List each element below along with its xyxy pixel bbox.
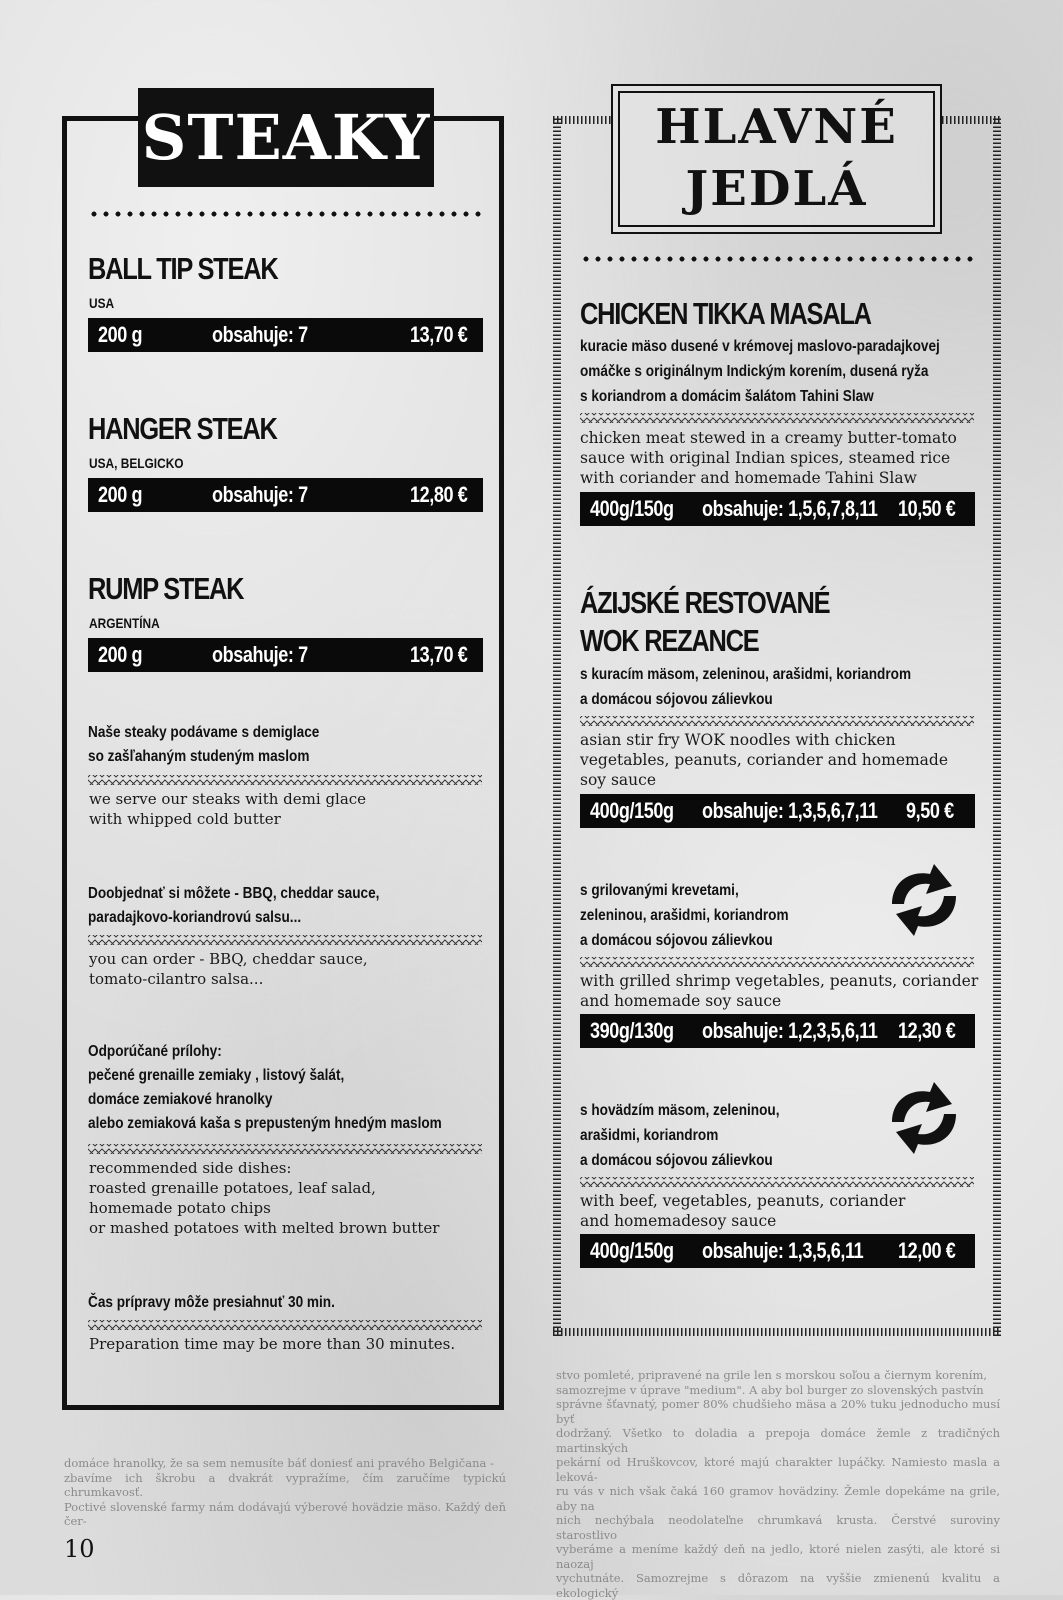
zigzag-divider (88, 1320, 482, 1330)
allergens: obsahuje: 1,5,6,7,8,11 (702, 496, 878, 521)
note-sk: Naše steaky podávame s demiglace so zašľahaným studeným maslom (88, 724, 320, 765)
zigzag-divider (88, 1144, 482, 1154)
note-en: Preparation time may be more than 30 minutes. (89, 1335, 456, 1353)
weight: 400g/150g (590, 496, 674, 521)
weight: 200 g (98, 322, 143, 347)
weight: 400g/150g (590, 798, 674, 823)
note-sk: Doobjednať si môžete - BBQ, cheddar sauce, paradajkovo-koriandrovú salsu... (88, 885, 380, 926)
weight: 400g/150g (590, 1238, 674, 1263)
item-desc-en: chicken meat stewed in a creamy butter-tomato sauce with original Indian spices, steamed rice with coriander and homemade Tahini Slaw (580, 429, 957, 487)
note-sk: Čas prípravy môže presiahnuť 30 min. (88, 1294, 335, 1311)
weight: 200 g (98, 642, 143, 667)
price-bar (580, 492, 975, 526)
item-desc-sk: s kuracím mäsom, zeleninou, arašidmi, koriandrom a domácou sójovou zálievkou (580, 666, 912, 708)
price: 13,70 € (410, 322, 468, 347)
price: 13,70 € (410, 642, 468, 667)
zigzag-divider (580, 716, 974, 726)
hatch-border (553, 1328, 1001, 1336)
price: 12,30 € (898, 1018, 956, 1043)
weight: 390g/130g (590, 1018, 674, 1043)
page-number: 10 (64, 1535, 95, 1563)
note-en: we serve our steaks with demi glace with whipped cold butter (89, 790, 367, 828)
note-sk: Odporúčané prílohy: pečené grenaille zemiaky , listový šalát, domáce zemiakové hranolky alebo zemiaková kaša s prepusteným hnedým maslom (88, 1043, 442, 1132)
allergens: obsahuje: 1,2,3,5,6,11 (702, 1018, 878, 1043)
allergens: obsahuje: 1,3,5,6,11 (702, 1238, 864, 1263)
item-title: ÁZIJSKÉ RESTOVANÉ WOK REZANCE (580, 585, 830, 658)
allergens: obsahuje: 7 (212, 642, 308, 667)
item-desc-en: with beef, vegetables, peanuts, coriander and homemadesoy sauce (580, 1192, 906, 1230)
hlavne-title: HLAVNÉ JEDLÁ (655, 99, 898, 217)
footer-text-right: stvo pomleté, pripravené na grile len s morskou soľou a čiernym korením, samozrejme v úprave "medium". A aby bol burger zo slovenských pastvín správne šťavnatý, pomer 80% chudšieho mäsa a 20% tuku jednoducho musí byť dodržaný. Všetko to doladia a prepoja domáce žemle z tradičných martinských pekární od Hruškovcov, ktoré majú charakter lupáčky. Namiesto masla a leková- ru vás v nich však čaká 160 gramov hovädziny. Žemle dopekáme na grile, aby na nich nechýbala neodolateľne chrumkavá krusta. Čerstvé suroviny starostlivo vyberáme a meníme každý deň na jedlo, ktoré nielen zasýti, ale ktoré si naozaj vychutnáte. Samozrejme s dôrazom na vyššie zmienenú kvalitu a ekologický (556, 1368, 1000, 1600)
steaky-title: STEAKY (138, 88, 434, 187)
zigzag-divider (88, 775, 482, 785)
allergens: obsahuje: 7 (212, 322, 308, 347)
hatch-border (553, 116, 561, 1336)
allergens: obsahuje: 7 (212, 482, 308, 507)
swap-arrows-icon (884, 860, 964, 940)
hatch-border (553, 116, 611, 124)
price-bar (580, 794, 975, 828)
item-desc-sk: kuracie mäso dusené v krémovej maslovo-paradajkovej omáčke s originálnym Indickým korením, dusená ryža s koriandrom a domácim šalátom Tahini Slaw (580, 338, 940, 405)
note-en: recommended side dishes: roasted grenaille potatoes, leaf salad, homemade potato chips or mashed potatoes with melted brown butter (89, 1159, 440, 1237)
item-title: CHICKEN TIKKA MASALA (580, 296, 871, 331)
item-origin: USA, BELGICKO (89, 455, 184, 471)
price: 12,00 € (898, 1238, 956, 1263)
zigzag-divider (580, 1177, 974, 1187)
dotted-divider (580, 256, 976, 262)
item-origin: USA (89, 295, 115, 311)
price-bar (88, 318, 483, 352)
hatch-border (993, 116, 1001, 1336)
item-title: RUMP STEAK (88, 571, 244, 606)
price: 9,50 € (906, 798, 954, 823)
price-bar (88, 478, 483, 512)
allergens: obsahuje: 1,3,5,6,7,11 (702, 798, 878, 823)
price-bar (88, 638, 483, 672)
zigzag-divider (88, 935, 482, 945)
zigzag-divider (580, 957, 974, 967)
item-title: HANGER STEAK (88, 411, 277, 446)
item-desc-sk: s hovädzím mäsom, zeleninou, arašidmi, koriandrom a domácou sójovou zálievkou (580, 1102, 780, 1169)
swap-arrows-icon (884, 1078, 964, 1158)
price: 10,50 € (898, 496, 956, 521)
price: 12,80 € (410, 482, 468, 507)
note-en: you can order - BBQ, cheddar sauce, tomato-cilantro salsa... (89, 950, 368, 988)
item-desc-en: with grilled shrimp vegetables, peanuts, coriander and homemade soy sauce (580, 972, 979, 1010)
item-title: BALL TIP STEAK (88, 251, 278, 286)
zigzag-divider (580, 413, 974, 423)
item-origin: ARGENTÍNA (89, 615, 160, 631)
price-bar (580, 1014, 975, 1048)
item-desc-en: asian stir fry WOK noodles with chicken vegetables, peanuts, coriander and homemade soy sauce (580, 731, 949, 789)
footer-text-left: domáce hranolky, že sa sem nemusíte báť doniesť ani pravého Belgičana - zbavíme ich škrobu a dvakrát vypražíme, čím zaručíme typickú chrumkavosť. Poctivé slovenské farmy nám dodávajú výberové hovädzie mäso. Každý deň čer- (64, 1456, 506, 1528)
price-bar (580, 1234, 975, 1268)
dotted-divider (88, 211, 484, 217)
item-desc-sk: s grilovanými krevetami, zeleninou, arašidmi, koriandrom a domácou sójovou zálievkou (580, 882, 789, 949)
weight: 200 g (98, 482, 143, 507)
